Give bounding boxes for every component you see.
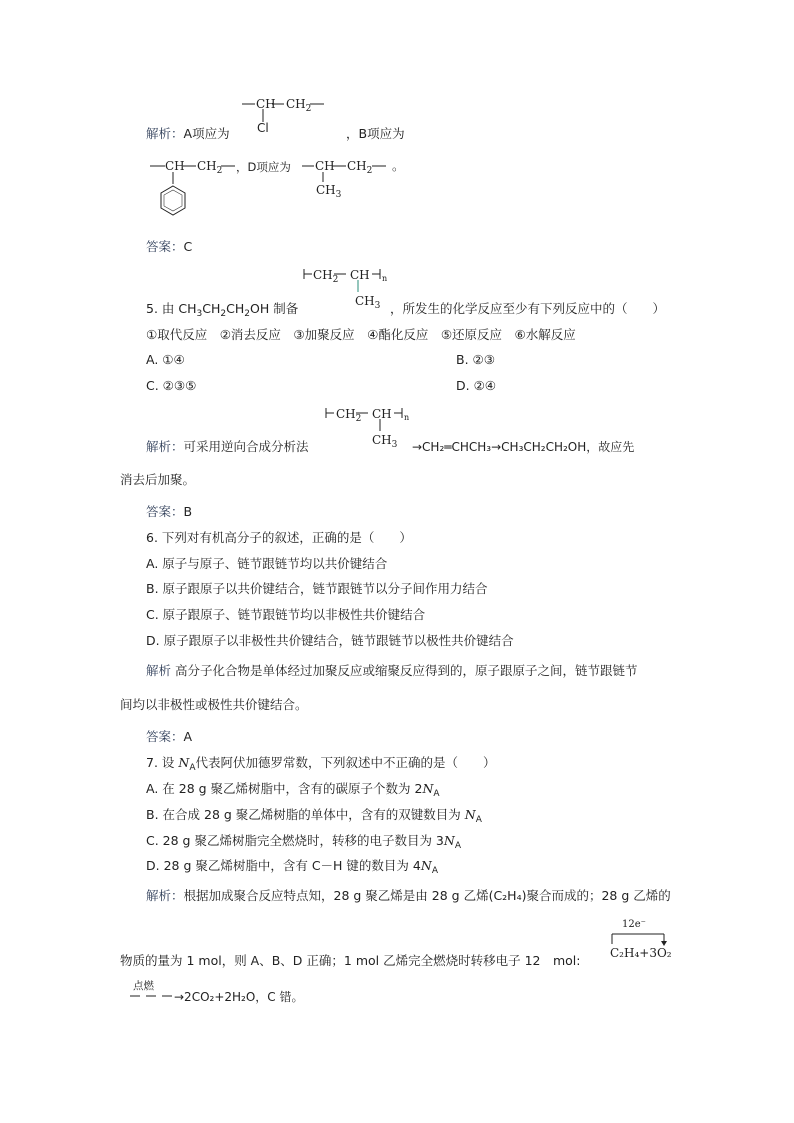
analysis-n: n bbox=[404, 413, 410, 422]
reaction-condition: 点燃 bbox=[133, 980, 154, 992]
frag-cl: Cl bbox=[257, 121, 269, 135]
styrene-ch: CH bbox=[165, 159, 185, 173]
q7-analysis: 解析：根据加成聚合反应特点知，28 g 聚乙烯是由 28 g 乙烯(C₂H₄)聚合而成的；28 g 乙烯的 bbox=[146, 888, 671, 903]
q6-answer: 答案：A bbox=[146, 729, 193, 744]
q5-option-c: C. ②③⑤ bbox=[146, 378, 197, 393]
q5-stem: 5. 由 $CH_3CH_2CH_2OH$ 制备 bbox=[146, 301, 299, 319]
q6-stem: 6. 下列对有机高分子的叙述，正确的是（ ） bbox=[146, 530, 412, 545]
end-mark: 。 bbox=[392, 158, 405, 173]
q5-analysis-chain: →CH₂═CHCH₃→CH₃CH₂CH₂OH，故应先 bbox=[412, 440, 635, 454]
q6-option-c: C. 原子跟原子、链节跟链节均以非极性共价键结合 bbox=[146, 607, 426, 622]
a-text: A项应为 bbox=[183, 126, 230, 141]
frag-ch2: $CH_2$ bbox=[286, 97, 312, 114]
q5-stem-suffix: ，所发生的化学反应至少有下列反应中的（ ） bbox=[390, 301, 666, 316]
analysis-ch2: $CH_2$ bbox=[336, 407, 362, 424]
q5-option-a: A. ①④ bbox=[146, 352, 185, 367]
equation-right: →2CO₂+2H₂O，C 错。 bbox=[174, 990, 304, 1004]
b-text: ，B项应为 bbox=[346, 126, 405, 141]
analysis-ch3: $CH_3$ bbox=[372, 433, 398, 450]
q5-option-d: D. ②④ bbox=[456, 378, 496, 393]
d-text: ，D项应为 bbox=[236, 160, 291, 174]
analysis-ch: CH bbox=[372, 407, 392, 421]
q5-analysis-line2: 消去后加聚。 bbox=[120, 472, 196, 487]
q5-answer: 答案：B bbox=[146, 504, 193, 519]
q7-option-d: D. 28 g 聚乙烯树脂中，含有 C－H 键的数目为 $4N_A$ bbox=[146, 858, 438, 876]
answer-label: 答案： bbox=[146, 239, 184, 254]
q4-answer bbox=[146, 239, 192, 255]
reaction-arrow-dashes bbox=[128, 992, 178, 1000]
q6-option-d: D. 原子跟原子以非极性共价键结合，链节跟链节以极性共价键结合 bbox=[146, 633, 514, 648]
propene-ch2: $CH_2$ bbox=[347, 159, 373, 176]
q6-analysis-line2: 间均以非极性或极性共价键结合。 bbox=[120, 697, 308, 712]
electron-transfer-label: 12e⁻ bbox=[622, 919, 646, 930]
q5-reactions: ①取代反应 ②消去反应 ③加聚反应 ④酯化反应 ⑤还原反应 ⑥水解反应 bbox=[146, 327, 576, 342]
styrene-ch2: $CH_2$ bbox=[197, 159, 223, 176]
frag-ch: CH bbox=[256, 97, 276, 111]
polymer-n: n bbox=[382, 274, 388, 283]
equation-left: C₂H₄+3O₂ bbox=[610, 946, 672, 960]
polymer-ch2: $CH_2$ bbox=[313, 268, 339, 285]
propene-ch3: $CH_3$ bbox=[316, 183, 342, 200]
q5-option-b: B. ②③ bbox=[456, 352, 495, 367]
q6-option-a: A. 原子与原子、链节跟链节均以共价键结合 bbox=[146, 556, 388, 571]
q7-stem: 7. 设 $N_A$代表阿伏加德罗常数，下列叙述中不正确的是（ ） bbox=[146, 755, 496, 773]
q4-analysis-line1 bbox=[146, 126, 230, 142]
propene-ch: CH bbox=[315, 159, 335, 173]
q7-option-c: C. 28 g 聚乙烯树脂完全燃烧时，转移的电子数目为 $3N_A$ bbox=[146, 833, 461, 851]
q5-analysis: 解析：可采用逆向合成分析法 bbox=[146, 439, 309, 454]
q7-option-b: B. 在合成 28 g 聚乙烯树脂的单体中，含有的双键数目为 $N_A$ bbox=[146, 807, 482, 825]
q7-option-a: A. 在 28 g 聚乙烯树脂中，含有的碳原子个数为 $2N_A$ bbox=[146, 781, 440, 799]
polymer-ch: CH bbox=[350, 268, 370, 282]
answer-value: C bbox=[183, 239, 193, 254]
q7-analysis-line2: 物质的量为 1 mol，则 A、B、D 正确；1 mol 乙烯完全燃烧时转移电子 12 mol: bbox=[120, 953, 581, 968]
analysis-label: 解析： bbox=[146, 126, 184, 141]
q6-analysis: 解析 高分子化合物是单体经过加聚反应或缩聚反应得到的，原子跟原子之间，链节跟链节 bbox=[146, 663, 638, 678]
polymer-ch3: $CH_3$ bbox=[355, 294, 381, 311]
q6-option-b: B. 原子跟原子以共价键结合，链节跟链节以分子间作用力结合 bbox=[146, 581, 488, 596]
